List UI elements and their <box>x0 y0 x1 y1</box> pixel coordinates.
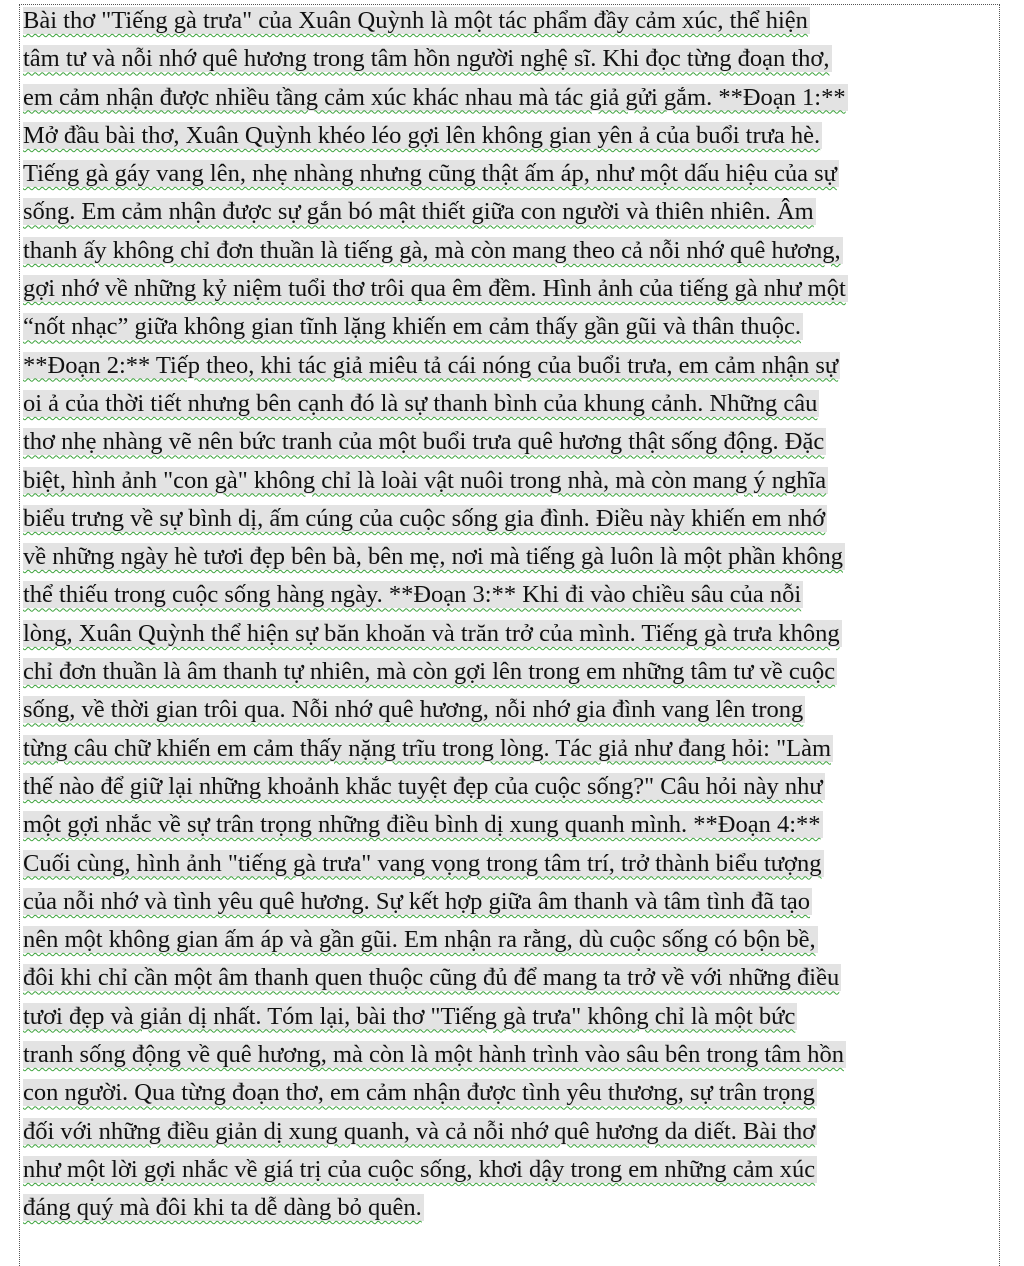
text-line-content: Mở đầu bài thơ, Xuân Quỳnh khéo léo gợi lên không gian yên ả của buổi trưa hè. <box>23 121 821 149</box>
text-line <box>23 466 998 504</box>
text-line <box>23 580 998 618</box>
text-line <box>23 1078 998 1116</box>
text-line <box>23 619 998 657</box>
text-line-content: thể thiếu trong cuộc sống hàng ngày. **Đoạn 3:** Khi đi vào chiều sâu của nỗi <box>23 581 802 609</box>
text-line-content: Bài thơ "Tiếng gà trưa" của Xuân Quỳnh là một tác phẩm đầy cảm xúc, thể hiện <box>23 7 808 34</box>
text-line <box>23 1155 998 1193</box>
text-line <box>23 159 998 197</box>
text-line <box>23 963 998 1001</box>
text-line-content: lòng, Xuân Quỳnh thể hiện sự băn khoăn và trăn trở của mình. Tiếng gà trưa không <box>23 619 840 647</box>
text-line <box>23 734 998 772</box>
text-line <box>23 389 998 427</box>
text-line-content: như một lời gợi nhắc về giá trị của cuộc sống, khơi dậy trong em những cảm xúc <box>23 1155 816 1183</box>
text-line <box>23 849 998 887</box>
text-line <box>23 887 998 925</box>
text-line-content: sống. Em cảm nhận được sự gắn bó mật thiết giữa con người và thiên nhiên. Âm <box>23 198 814 226</box>
text-line-content: thơ nhẹ nhàng vẽ nên bức tranh của một buổi trưa quê hương thật sống động. Đặc <box>23 428 825 456</box>
text-line-content: sống, về thời gian trôi qua. Nỗi nhớ quê hương, nỗi nhớ gia đình vang lên trong <box>23 696 804 724</box>
text-line-content: **Đoạn 2:** Tiếp theo, khi tác giả miêu tả cái nóng của buổi trưa, em cảm nhận sự <box>23 351 839 379</box>
text-line <box>23 1117 998 1155</box>
text-line-content: em cảm nhận được nhiều tầng cảm xúc khác nhau mà tác giả gửi gắm. **Đoạn 1:** <box>23 83 846 111</box>
text-line-content: tâm tư và nỗi nhớ quê hương trong tâm hồn người nghệ sĩ. Khi đọc từng đoạn thơ, <box>23 45 830 73</box>
text-line <box>23 772 998 810</box>
text-line-content: Cuối cùng, hình ảnh "tiếng gà trưa" vang vọng trong tâm trí, trở thành biểu tượng <box>23 849 822 877</box>
text-line <box>23 695 998 733</box>
text-line <box>23 197 998 235</box>
text-line <box>23 236 998 274</box>
text-line <box>23 925 998 963</box>
text-line <box>23 427 998 465</box>
text-line-content: đáng quý mà đôi khi ta dễ dàng bỏ quên. <box>23 1194 422 1222</box>
text-line <box>23 351 998 389</box>
text-line-content: biệt, hình ảnh "con gà" không chỉ là loài vật nuôi trong nhà, mà còn mang ý nghĩa <box>23 466 827 494</box>
text-line-content: thế nào để giữ lại những khoảnh khắc tuyệt đẹp của cuộc sống?" Câu hỏi này như <box>23 772 823 800</box>
text-line-content: từng câu chữ khiến em cảm thấy nặng trĩu trong lòng. Tác giả như đang hỏi: "Làm <box>23 734 831 762</box>
text-line-content: “nốt nhạc” giữa không gian tĩnh lặng khiến em cảm thấy gần gũi và thân thuộc. <box>23 313 802 341</box>
text-line-content: tranh sống động về quê hương, mà còn là một hành trình vào sâu bên trong tâm hồn <box>23 1041 844 1069</box>
text-line-content: đôi khi chỉ cần một âm thanh quen thuộc cũng đủ để mang ta trở về với những điều <box>23 964 840 992</box>
text-line <box>23 1040 998 1078</box>
text-line <box>23 542 998 580</box>
text-line-content: của nỗi nhớ và tình yêu quê hương. Sự kết hợp giữa âm thanh và tâm tình đã tạo <box>23 887 811 915</box>
text-line-content: một gợi nhắc về sự trân trọng những điều bình dị xung quanh mình. **Đoạn 4:** <box>23 811 821 839</box>
text-line <box>23 1002 998 1040</box>
text-line-content: gợi nhớ về những kỷ niệm tuổi thơ trôi qua êm đềm. Hình ảnh của tiếng gà như một <box>23 275 846 303</box>
text-line <box>23 657 998 695</box>
document-body[interactable] <box>23 6 998 1232</box>
text-line <box>23 312 998 350</box>
text-line-content: con người. Qua từng đoạn thơ, em cảm nhận được tình yêu thương, sự trân trọng <box>23 1079 815 1107</box>
text-line <box>23 121 998 159</box>
text-line-content: chỉ đơn thuần là âm thanh tự nhiên, mà còn gợi lên trong em những tâm tư về cuộc <box>23 658 836 686</box>
text-line-content: oi ả của thời tiết nhưng bên cạnh đó là sự thanh bình của khung cảnh. Những câu <box>23 389 818 417</box>
text-line <box>23 810 998 848</box>
text-line-content: đối với những điều giản dị xung quanh, và cả nỗi nhớ quê hương da diết. Bài thơ <box>23 1117 816 1145</box>
text-line <box>23 83 998 121</box>
text-line-content: nên một không gian ấm áp và gần gũi. Em nhận ra rằng, dù cuộc sống có bộn bề, <box>23 926 816 954</box>
text-line-content: Tiếng gà gáy vang lên, nhẹ nhàng nhưng cũng thật ấm áp, như một dấu hiệu của sự <box>23 160 837 188</box>
text-line <box>23 44 998 82</box>
text-line <box>23 1193 998 1231</box>
text-line-content: thanh ấy không chỉ đơn thuần là tiếng gà, mà còn mang theo cả nỗi nhớ quê hương, <box>23 236 841 264</box>
text-line-content: tươi đẹp và giản dị nhất. Tóm lại, bài thơ "Tiếng gà trưa" không chỉ là một bức <box>23 1002 796 1030</box>
text-line-content: về những ngày hè tươi đẹp bên bà, bên mẹ, nơi mà tiếng gà luôn là một phần không <box>23 543 843 571</box>
text-line <box>23 6 998 44</box>
text-line <box>23 504 998 542</box>
text-line-content: biểu trưng về sự bình dị, ấm cúng của cuộc sống gia đình. Điều này khiến em nhớ <box>23 504 826 532</box>
text-line <box>23 274 998 312</box>
